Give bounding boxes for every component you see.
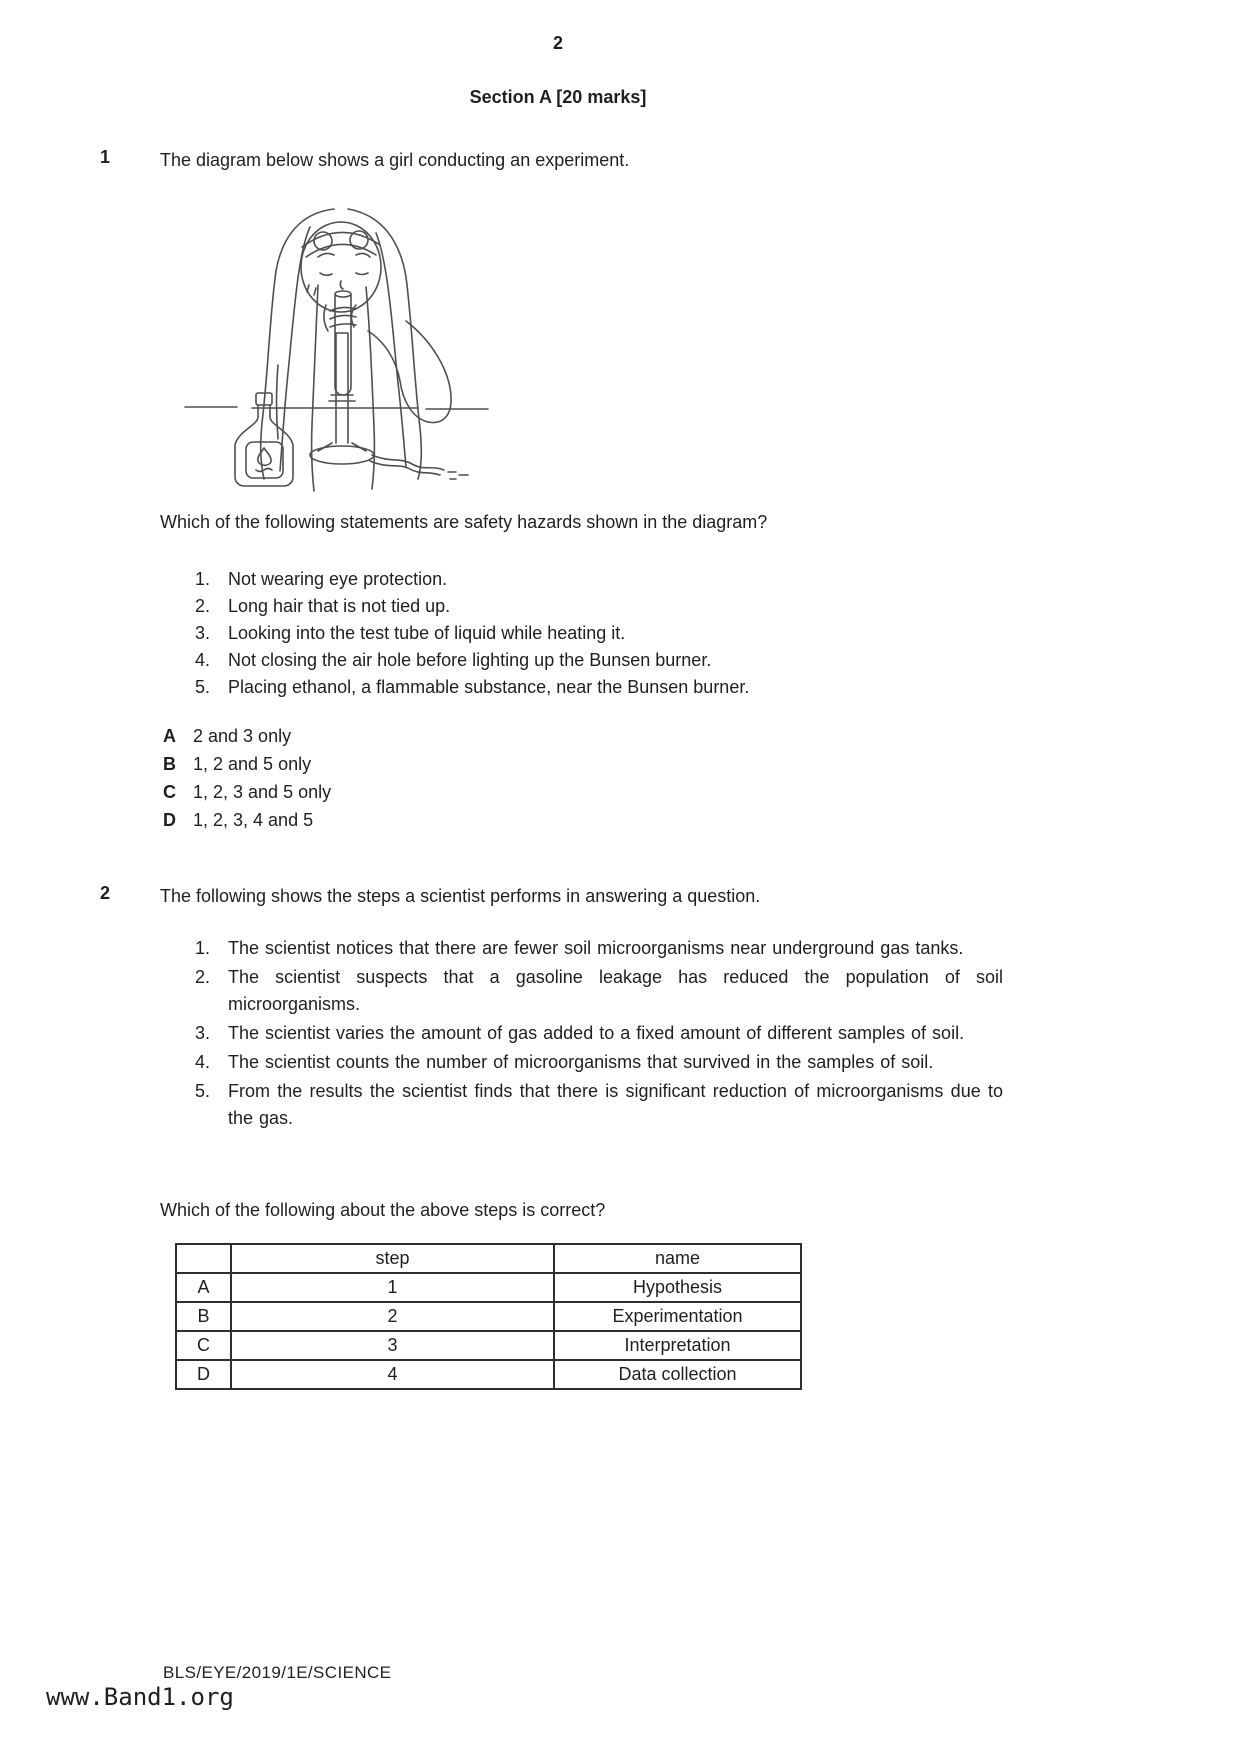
option-text: 1, 2, 3 and 5 only: [193, 782, 332, 802]
table-row: [176, 1331, 801, 1360]
option-row: [163, 750, 331, 778]
footer-code: BLS/EYE/2019/1E/SCIENCE: [163, 1663, 392, 1682]
flammable-label-icon: [246, 442, 283, 478]
option-letter: D: [163, 810, 176, 830]
statement-text: Not wearing eye protection.: [228, 569, 448, 589]
table-row: [176, 1273, 801, 1302]
option-letter: B: [163, 754, 176, 774]
row-name: Data collection: [554, 1360, 801, 1389]
statement-item: [195, 566, 749, 593]
step-text: The scientist notices that there are fewer soil microorganisms near underground gas tanks.: [228, 938, 964, 958]
step-item: [195, 1078, 1003, 1132]
table-header-step: step: [231, 1244, 554, 1273]
statement-number: 1.: [195, 569, 211, 589]
statement-number: 3.: [195, 623, 211, 643]
bunsen-burner: [310, 333, 468, 479]
option-text: 1, 2, 3, 4 and 5: [193, 810, 314, 830]
row-letter: A: [176, 1273, 231, 1302]
statement-text: Long hair that is not tied up.: [228, 596, 451, 616]
question-2-number: 2: [100, 883, 111, 903]
step-item: [195, 964, 1003, 1018]
statement-number: 2.: [195, 596, 211, 616]
step-text: From the results the scientist finds that there is significant reduction of microorganisms due to the gas.: [228, 1081, 1003, 1128]
experiment-diagram: [160, 193, 490, 505]
statement-item: [195, 647, 749, 674]
statement-text: Not closing the air hole before lighting up the Bunsen burner.: [228, 650, 712, 670]
row-step: 4: [231, 1360, 554, 1389]
q1-question: Which of the following statements are safety hazards shown in the diagram?: [160, 512, 768, 532]
step-text: The scientist suspects that a gasoline leakage has reduced the population of soil microorganisms.: [228, 967, 1003, 1014]
table-header-blank: [176, 1244, 231, 1273]
option-letter: A: [163, 726, 176, 746]
q1-option-list: [163, 722, 331, 834]
question-1-number: 1: [100, 147, 111, 167]
statement-item: [195, 674, 749, 701]
step-number: 3.: [195, 1023, 211, 1043]
step-number: 1.: [195, 938, 211, 958]
row-letter: C: [176, 1331, 231, 1360]
table-row: [176, 1302, 801, 1331]
statement-item: [195, 620, 749, 647]
row-letter: D: [176, 1360, 231, 1389]
step-number: 4.: [195, 1052, 211, 1072]
row-step: 3: [231, 1331, 554, 1360]
step-text: The scientist varies the amount of gas added to a fixed amount of different samples of soil.: [228, 1023, 965, 1043]
question-1-intro: The diagram below shows a girl conducting an experiment.: [160, 150, 630, 170]
statement-text: Looking into the test tube of liquid while heating it.: [228, 623, 626, 643]
option-letter: C: [163, 782, 176, 802]
step-number: 5.: [195, 1081, 211, 1101]
row-letter: B: [176, 1302, 231, 1331]
option-text: 2 and 3 only: [193, 726, 292, 746]
row-name: Interpretation: [554, 1331, 801, 1360]
statement-text: Placing ethanol, a flammable substance, near the Bunsen burner.: [228, 677, 750, 697]
q2-question: Which of the following about the above steps is correct?: [160, 1200, 606, 1220]
option-row: [163, 722, 331, 750]
row-name: Experimentation: [554, 1302, 801, 1331]
statement-number: 4.: [195, 650, 211, 670]
statement-number: 5.: [195, 677, 211, 697]
step-item: [195, 1020, 1003, 1047]
head: [301, 222, 381, 312]
girl-figure: [261, 209, 451, 491]
section-title: Section A [20 marks]: [469, 87, 647, 107]
step-number: 2.: [195, 967, 211, 987]
option-text: 1, 2 and 5 only: [193, 754, 312, 774]
row-step: 1: [231, 1273, 554, 1302]
q2-step-list: [195, 935, 1003, 1134]
statement-item: [195, 593, 749, 620]
table-header-name: name: [554, 1244, 801, 1273]
page-number: 2: [552, 33, 563, 53]
question-2-intro: The following shows the steps a scientist performs in answering a question.: [160, 886, 761, 906]
q1-statement-list: [195, 566, 749, 701]
step-item: [195, 935, 1003, 962]
footer-url: www.Band1.org: [46, 1683, 234, 1711]
table-header-row: [176, 1244, 801, 1273]
step-text: The scientist counts the number of microorganisms that survived in the samples of soil.: [228, 1052, 934, 1072]
option-row: [163, 806, 331, 834]
row-step: 2: [231, 1302, 554, 1331]
answer-table: [175, 1243, 802, 1390]
row-name: Hypothesis: [554, 1273, 801, 1302]
option-row: [163, 778, 331, 806]
step-item: [195, 1049, 1003, 1076]
table-row: [176, 1360, 801, 1389]
